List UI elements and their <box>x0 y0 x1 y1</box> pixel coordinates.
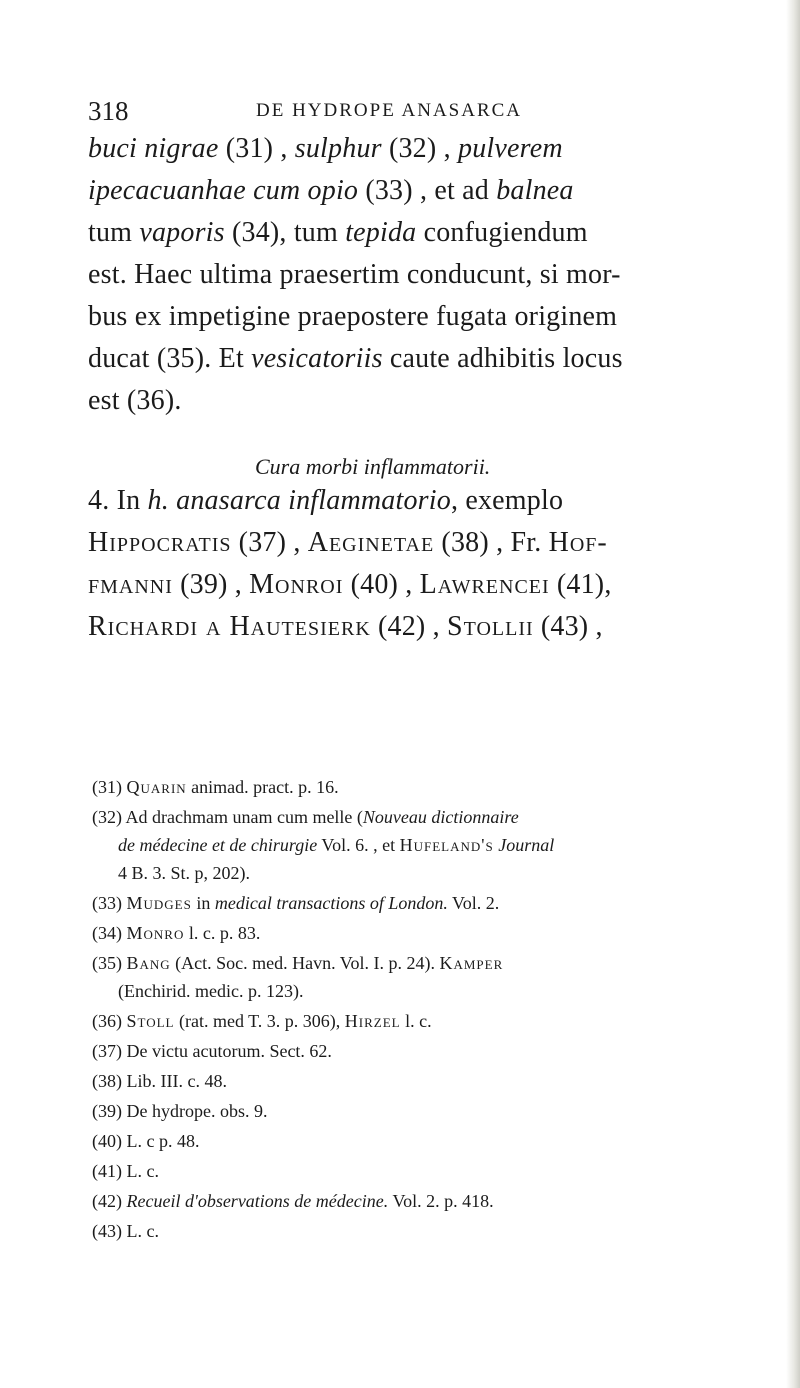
text-span: (40) , <box>343 569 420 600</box>
text-span: caute adhibitis locus <box>382 343 623 374</box>
footnote <box>92 891 499 915</box>
author-name: fmanni <box>88 569 173 600</box>
footnote <box>92 921 260 945</box>
text-span: (32) Ad drachmam unam cum melle ( <box>92 807 363 827</box>
author-name: Bang <box>126 953 171 973</box>
author-name: Quarin <box>126 777 187 797</box>
text-line <box>88 342 623 376</box>
text-span: (38) , Fr. <box>434 527 549 558</box>
author-name: Hufeland's <box>399 835 494 855</box>
text-span: (39) , <box>172 569 250 600</box>
footnote-continuation: 4 B. 3. St. p, 202). <box>118 863 251 883</box>
text-span: tepida <box>345 217 417 248</box>
text-span: (37) , <box>231 527 308 558</box>
text-span: (34) <box>92 923 127 943</box>
text-span: balnea <box>496 175 574 206</box>
text-span: (31) <box>92 777 127 797</box>
page-number: 318 <box>88 96 129 126</box>
footnote-continuation <box>118 833 554 857</box>
text-line <box>88 174 574 208</box>
text-span: (33) , et ad <box>358 175 497 206</box>
author-name: Monroi <box>249 569 344 600</box>
text-span: ipecacuanhae cum opio <box>88 175 359 206</box>
text-line <box>88 610 603 644</box>
footnote <box>92 775 339 799</box>
footnote: (40) L. c p. 48. <box>92 1131 200 1151</box>
text-span: vaporis <box>139 217 225 248</box>
author-name: Hof- <box>548 527 608 558</box>
text-span: Vol. 2. p. 418. <box>388 1191 494 1211</box>
text-span: (35) <box>92 953 127 973</box>
footnote: (37) De victu acutorum. Sect. 62. <box>92 1041 332 1061</box>
footnote: (41) L. c. <box>92 1161 159 1181</box>
text-line <box>88 568 612 602</box>
text-span: in <box>191 893 215 913</box>
text-line: est. Haec ultima praesertim conducunt, si mor- <box>88 259 621 290</box>
author-name: Stoll <box>126 1011 175 1031</box>
text-span: ducat (35). Et <box>88 343 252 374</box>
text-line <box>88 526 608 560</box>
text-span: (42) <box>92 1191 127 1211</box>
text-line: bus ex impetigine praepostere fugata originem <box>88 301 618 332</box>
author-name: Hirzel <box>344 1011 401 1031</box>
text-span: 4. In <box>88 485 148 516</box>
author-name: Richardi a Hautesierk <box>88 611 371 642</box>
text-span: (33) <box>92 893 127 913</box>
text-span: medical transactions of London. <box>214 893 448 913</box>
author-name: Aeginetae <box>307 527 435 558</box>
author-name: Hippocratis <box>88 527 232 558</box>
text-span: pulverem <box>458 133 563 164</box>
page-edge-shadow <box>786 0 800 1388</box>
text-span: vesicatoriis <box>251 343 383 374</box>
text-line: est (36). <box>88 385 182 416</box>
text-span: (32) , <box>381 133 458 164</box>
text-span: (41), <box>549 569 612 600</box>
text-span: Vol. 2. <box>447 893 500 913</box>
text-span: buci nigrae <box>88 133 219 164</box>
text-span: (rat. med T. 3. p. 306), <box>174 1011 345 1031</box>
footnote: (38) Lib. III. c. 48. <box>92 1071 227 1091</box>
text-span: l. c. p. 83. <box>184 923 261 943</box>
footnote <box>92 805 519 829</box>
footnote <box>92 1009 432 1033</box>
text-span: de médecine et de chirurgie <box>118 835 318 855</box>
text-span: Journal <box>498 835 555 855</box>
text-span: Nouveau dictionnaire <box>362 807 519 827</box>
footnote: (43) L. c. <box>92 1221 159 1241</box>
text-span: animad. pract. p. 16. <box>186 777 339 797</box>
text-span: (42) , <box>370 611 448 642</box>
text-line <box>88 216 588 250</box>
running-head <box>88 96 648 130</box>
text-span: Recueil d'observations de médecine. <box>126 1191 389 1211</box>
text-span: h. anasarca inflammatorio <box>147 485 451 516</box>
author-name: Stollii <box>447 611 534 642</box>
text-span: l. c. <box>400 1011 432 1031</box>
text-span: (36) <box>92 1011 127 1031</box>
text-span: (Act. Soc. med. Havn. Vol. I. p. 24). <box>170 953 440 973</box>
footnote: (39) De hydrope. obs. 9. <box>92 1101 268 1121</box>
text-span: tum <box>88 217 140 248</box>
text-span: (34), tum <box>224 217 346 248</box>
author-name: Lawrencei <box>419 569 550 600</box>
text-span: confugiendum <box>416 217 588 248</box>
text-span: sulphur <box>294 133 382 164</box>
section-heading: Cura morbi inflammatorii. <box>255 454 491 479</box>
text-span: Vol. 6. , et <box>317 835 400 855</box>
text-line <box>88 132 563 166</box>
footnote <box>92 951 503 975</box>
author-name: Mudges <box>126 893 192 913</box>
text-line <box>88 484 563 518</box>
footnote-continuation: (Enchirid. medic. p. 123). <box>118 981 304 1001</box>
text-span: (31) , <box>218 133 295 164</box>
text-span: , exemplo <box>450 485 564 516</box>
text-span: (43) , <box>533 611 603 642</box>
author-name: Monro <box>126 923 185 943</box>
footnote <box>92 1189 494 1213</box>
running-title: DE HYDROPE ANASARCA <box>256 100 523 121</box>
author-name: Kamper <box>439 953 504 973</box>
